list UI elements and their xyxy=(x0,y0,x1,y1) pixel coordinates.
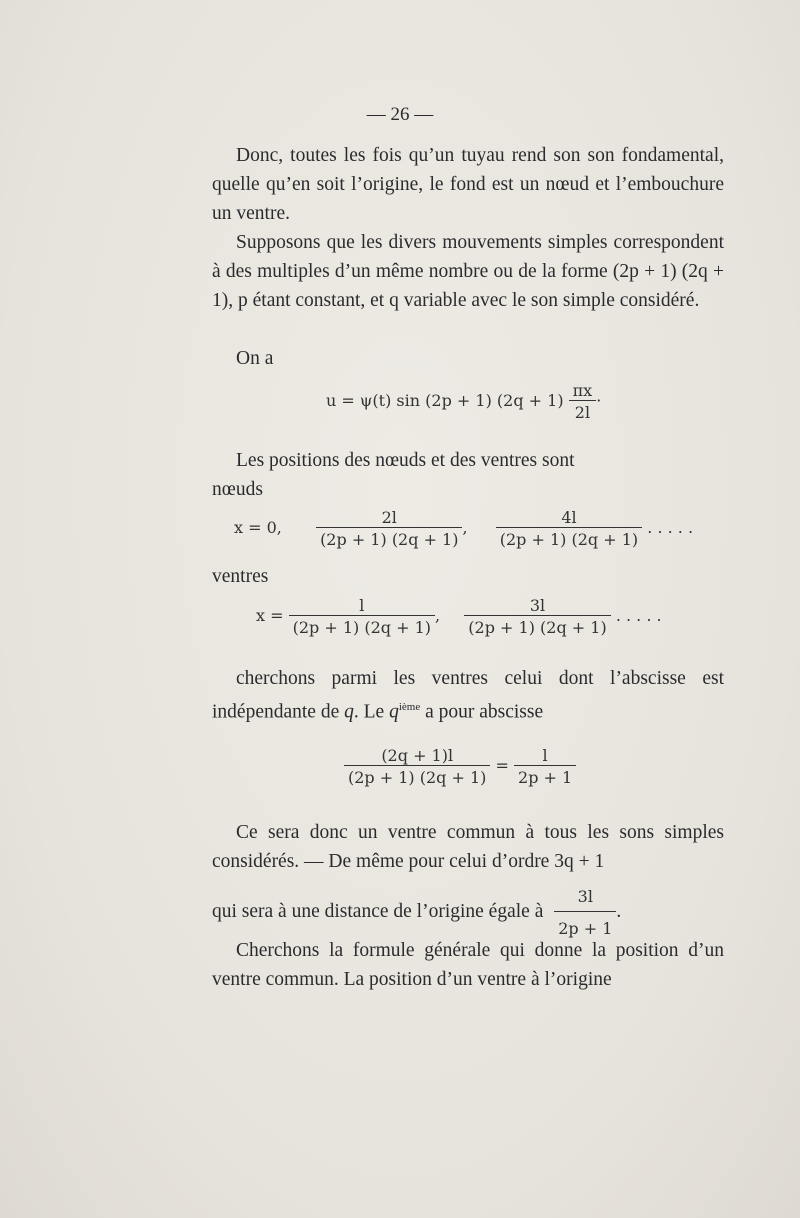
fraction xyxy=(569,381,597,422)
text-run: a pour abscisse xyxy=(425,701,544,723)
paragraph-7 xyxy=(212,818,724,943)
fraction xyxy=(554,882,616,943)
fraction xyxy=(514,746,576,787)
paragraph-3 xyxy=(212,344,724,373)
ellipsis: . . . . . xyxy=(647,518,694,537)
paragraph-text: qui sera à une distance de l’origine égale à $\frac{3l}{2p + 1}$ . xyxy=(212,882,724,943)
text-run: . Le xyxy=(353,701,385,723)
paragraph-6 xyxy=(212,664,724,727)
page-number: — 26 — xyxy=(366,104,434,125)
fraction xyxy=(344,746,490,787)
fraction xyxy=(316,508,462,549)
fraction xyxy=(464,596,610,637)
equation-3: x = $\frac{l}{(2p + 1) (2q + 1)}$ , $\frac{3l}{(2p + 1) (2q + 1)}$ . . . . . xyxy=(256,596,662,637)
fraction xyxy=(289,596,435,637)
denominator: (2p + 1) (2q + 1) xyxy=(316,527,462,549)
paragraph-text: Donc, toutes les fois qu’un tuyau rend son son fondamental, quelle qu’en soit l’origine, le fond est un nœud et l’embouchure un ventre. xyxy=(212,145,724,224)
numerator: l xyxy=(542,746,548,765)
paragraph-8 xyxy=(212,936,724,994)
text-run: cherchons parmi les ventres celui dont l’abscisse est indépendante de xyxy=(212,668,724,723)
paragraph-text: Supposons que les divers mouvements simples correspondent à des multiples d’un même nombre ou de la forme (2p + 1) (2q + 1), p étant constant, et q variable avec le son simple considéré. xyxy=(212,232,724,311)
math-var: q xyxy=(389,701,399,723)
denominator: (2p + 1) (2q + 1) xyxy=(344,765,490,787)
numerator: 3l xyxy=(529,596,546,615)
paragraph-text: Les positions des nœuds et des ventres sont xyxy=(236,450,575,471)
numerator: 3l xyxy=(577,887,593,906)
paragraph-2 xyxy=(212,228,724,315)
paragraph-text: On a xyxy=(236,348,274,369)
equals-sign: = xyxy=(495,756,509,775)
numerator: πx xyxy=(572,381,593,400)
eq-lhs: x = xyxy=(256,606,284,625)
paragraph-text: Ce sera donc un ventre commun à tous les sons simples considérés. — De même pour celui d’ordre 3q + 1 xyxy=(212,822,724,872)
numerator: 2l xyxy=(381,508,397,527)
ellipsis: . . . . . xyxy=(615,606,662,625)
numerator: (2q + 1)l xyxy=(381,746,454,765)
math-var: q xyxy=(344,701,354,723)
fraction xyxy=(496,508,642,549)
equation-4 xyxy=(344,746,576,787)
equation-1: u = ψ(t) sin (2p + 1) (2q + 1) $\frac{\pi x}{2l}$ · xyxy=(326,381,602,422)
denominator: (2p + 1) (2q + 1) xyxy=(289,615,435,637)
paragraph-4 xyxy=(212,446,724,504)
denominator: 2l xyxy=(569,400,597,422)
denominator: (2p + 1) (2q + 1) xyxy=(464,615,610,637)
paragraph-1 xyxy=(212,141,724,228)
eq-lhs: u = ψ(t) sin (2p + 1) (2q + 1) xyxy=(326,391,564,410)
paragraph-5 xyxy=(212,562,724,591)
superscript: ième xyxy=(398,701,421,713)
denominator: 2p + 1 xyxy=(514,765,576,787)
numerator: l xyxy=(359,596,365,615)
equation-2: x = 0, $\frac{2l}{(2p + 1) (2q + 1)}$ , $\frac{4l}{(2p + 1) (2q + 1)}$ . . . . . xyxy=(234,508,694,549)
numerator: 4l xyxy=(561,508,577,527)
paragraph-text: nœuds xyxy=(212,479,263,500)
denominator: (2p + 1) (2q + 1) xyxy=(496,527,642,549)
paragraph-text: ventres xyxy=(212,566,269,587)
text-run: qui sera à une distance de l’origine égale à xyxy=(212,900,544,922)
paragraph-text xyxy=(212,664,724,727)
paragraph-text: Cherchons la formule générale qui donne la position d’un ventre commun. La position d’un ventre à l’origine xyxy=(212,940,724,990)
eq-lhs: x = 0, xyxy=(234,518,282,537)
denominator: 2p + 1 xyxy=(554,911,616,943)
